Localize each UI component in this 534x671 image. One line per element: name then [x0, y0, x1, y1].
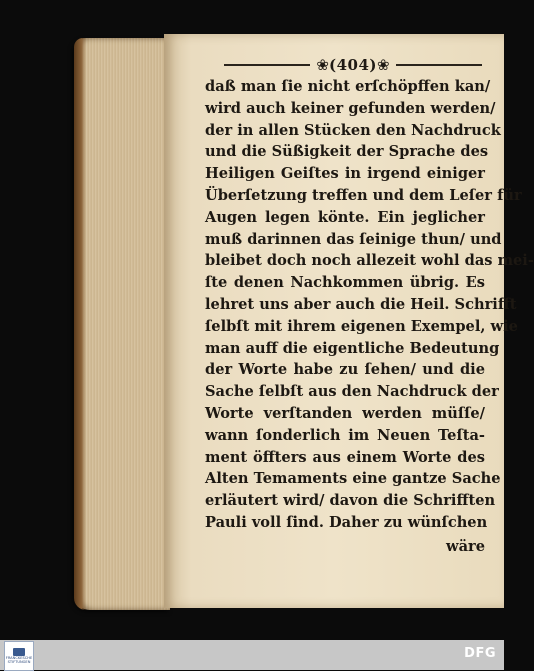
page-edges: [74, 38, 170, 610]
text-line: erläutert wird/ davon die Schrifften: [205, 492, 496, 510]
header-rule-left: [224, 64, 310, 66]
text-line: wird auch keiner gefunden werden/: [205, 99, 496, 117]
page-header: [218, 54, 488, 76]
text-line: der in allen Stücken den Nachdruck: [205, 121, 501, 139]
text-line: der Worte habe zu ſehen/ und die: [205, 361, 485, 379]
text-line: man auff die eigentliche Bedeutung: [205, 339, 500, 357]
text-line: bleibet doch noch allezeit wohl das mei-: [205, 252, 534, 270]
text-line: und die Süßigkeit der Sprache des: [205, 143, 489, 161]
ornament-left-icon: ❀: [316, 55, 329, 74]
header-rule-right: [396, 64, 482, 66]
text-line: wann ſonderlich im Neuen Teſta-: [205, 426, 485, 444]
logo-line-1: FRANCKESCHE: [5, 655, 33, 660]
text-line: ſte denen Nachkommen übrig. Es: [205, 274, 485, 292]
ornament-right-icon: ❀: [377, 55, 390, 74]
page-body-text: [205, 76, 534, 558]
text-line: Pauli voll ſind. Daher zu wünſchen: [205, 513, 488, 531]
text-line: lehret uns aber auch die Heil. Schrifft: [205, 295, 517, 313]
text-line: Heiligen Geiſtes in irgend einiger: [205, 165, 485, 183]
catchword: wäre: [446, 537, 485, 555]
logo-line-2: STIFTUNGEN: [7, 659, 31, 664]
text-line: Augen legen könte. Ein jeglicher: [205, 208, 485, 226]
text-line: Überſetzung treffen und dem Leſer für: [205, 186, 522, 204]
text-line: ment öffters aus einem Worte des: [205, 448, 485, 466]
viewer-footer-bar: [0, 640, 504, 670]
text-line: ſelbſt mit ihrem eigenen Exempel, wie: [205, 317, 518, 335]
text-line: daß man ſie nicht erſchöpffen kan/: [205, 78, 491, 95]
text-line: Sache ſelbſt aus den Nachdruck der: [205, 383, 499, 401]
franckesche-stiftungen-logo[interactable]: [4, 641, 34, 671]
dfg-logo[interactable]: DFG: [464, 646, 496, 661]
text-line: muß darinnen das ſeinige thun/ und: [205, 230, 502, 248]
logo-mark-icon: [13, 648, 25, 656]
page-number: (404): [328, 56, 378, 74]
text-line: Worte verſtanden werden müſſe/: [205, 404, 485, 422]
text-line: Alten Temaments eine gantze Sache: [205, 470, 501, 488]
